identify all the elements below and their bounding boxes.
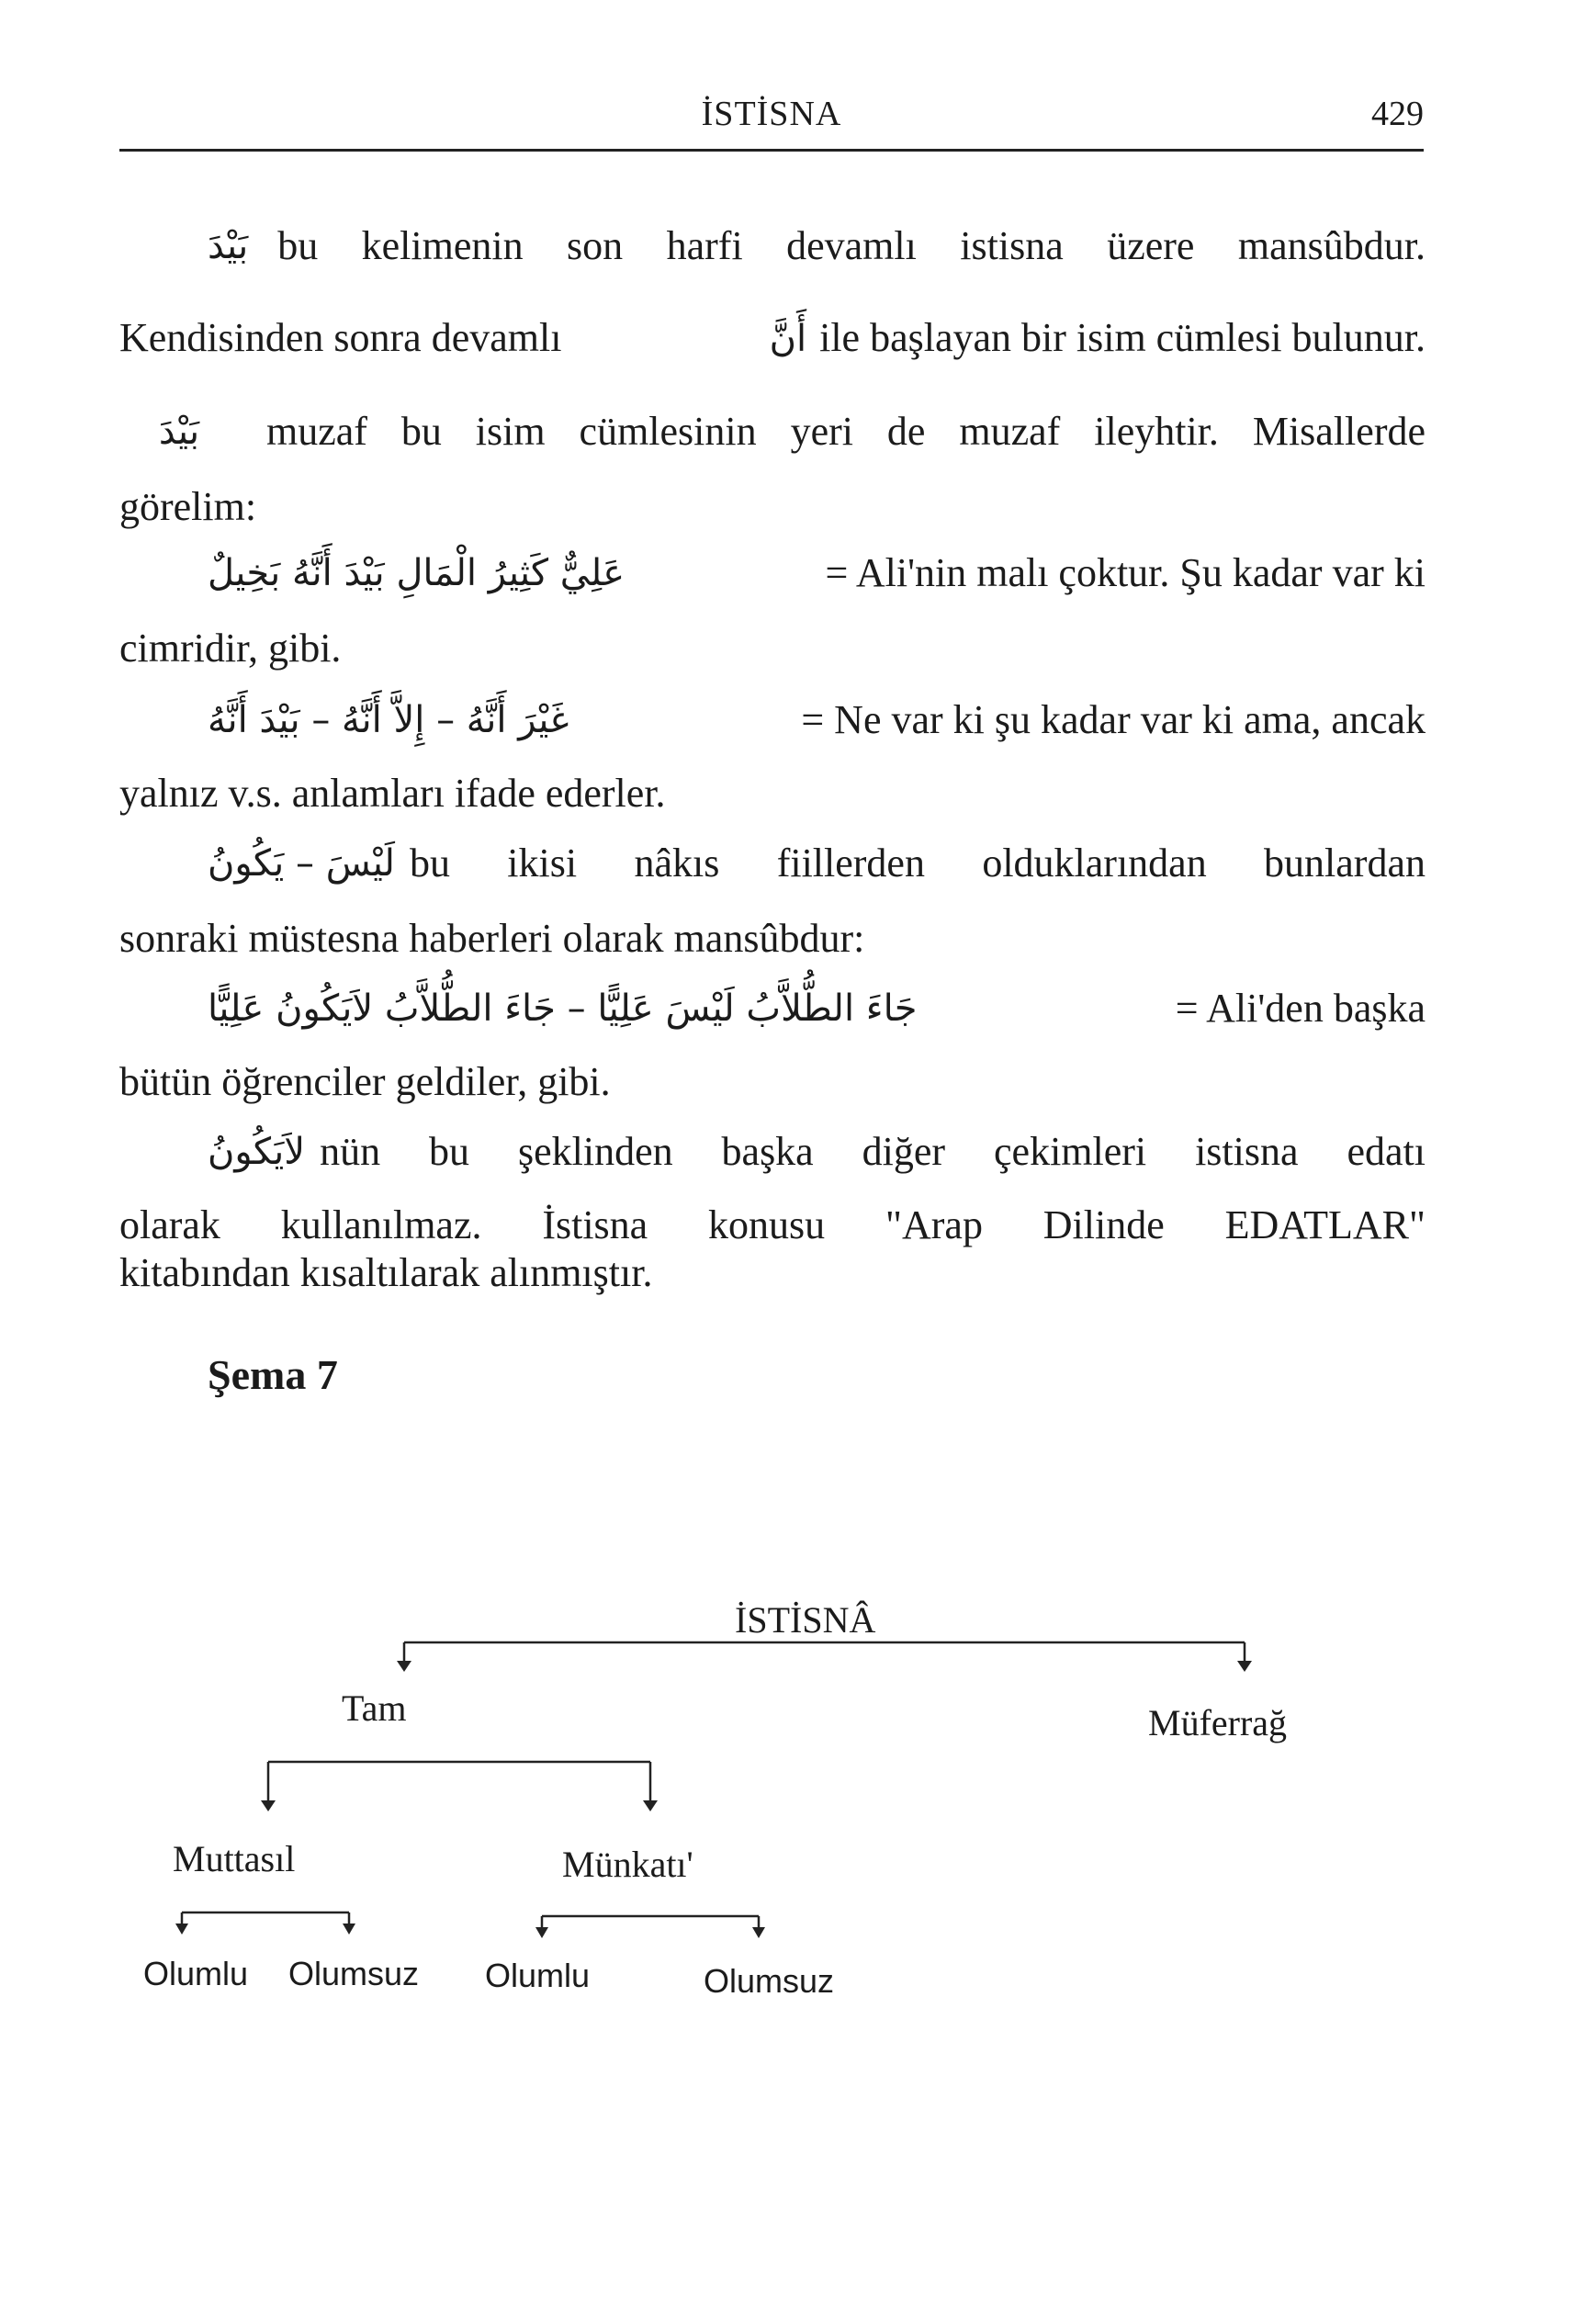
arabic-leyse-yekunu: لَيْسَ – يَكُونُ xyxy=(208,842,395,885)
arrowhead-munkati-right xyxy=(752,1927,765,1938)
example-1-text: = Ali'nin malı çoktur. Şu kadar var ki xyxy=(825,550,1426,595)
example-2-arabic: غَيْرَ أَنَّهُ – إِلاَّ أَنَّهُ – بَيْدَ أَنَّهُ xyxy=(208,699,569,741)
arabic-word-beyde: بَيْدَ xyxy=(208,225,249,267)
paragraph-5-text: nün bu şeklinden başka diğer çekimleri istisna edatı xyxy=(320,1129,1426,1174)
node-olumlu-2: Olumlu xyxy=(485,1957,591,1994)
arrowhead-muttasil-left xyxy=(175,1924,188,1935)
example-2-cont: yalnız v.s. anlamları ifade ederler. xyxy=(119,771,666,816)
example-1-arabic: عَلِيٌّ كَثِيرُ الْمَالِ بَيْدَ أَنَّهُ بَخِيلٌ xyxy=(208,552,625,594)
paragraph-1-text: bu kelimenin son harfi devamlı istisna üzere mansûbdur. xyxy=(277,223,1426,268)
paragraph-5-line-2: olarak kullanılmaz. İstisna konusu "Arap Dilinde EDATLAR" xyxy=(119,1202,1426,1247)
node-olumsuz-1: Olumsuz xyxy=(288,1955,420,1992)
arrowhead-root-left xyxy=(397,1661,411,1672)
node-olumsuz-2: Olumsuz xyxy=(704,1962,835,2000)
arrowhead-munkati-left xyxy=(535,1927,548,1938)
node-muttasil: Muttasıl xyxy=(173,1838,296,1879)
arrowhead-tam-left xyxy=(261,1800,276,1811)
node-tam: Tam xyxy=(342,1687,407,1729)
node-munkati: Münkatı' xyxy=(562,1844,693,1885)
example-3-arabic: جَاءَ الطُّلاَّبُ لَيْسَ عَلِيًّا – جَاءَ الطُّلاَّبُ لاَيَكُونُ عَلِيًّا xyxy=(208,987,918,1030)
example-3-cont: bütün öğrenciler geldiler, gibi. xyxy=(119,1059,611,1104)
paragraph-3-cont: görelim: xyxy=(119,484,257,529)
node-istisna: İSTİSNÂ xyxy=(735,1599,876,1641)
example-2-text: = Ne var ki şu kadar var ki ama, ancak xyxy=(801,697,1426,742)
arabic-word-beyde-2: بَيْدَ xyxy=(158,411,200,453)
node-olumlu-1: Olumlu xyxy=(143,1955,249,1992)
arrowhead-root-right xyxy=(1237,1661,1252,1672)
arrowhead-tam-right xyxy=(643,1800,658,1811)
arrowhead-muttasil-right xyxy=(343,1924,355,1935)
node-muferrag: Müferrağ xyxy=(1148,1702,1288,1743)
arabic-word-enne: أَنَّ xyxy=(769,318,807,360)
page-number: 429 xyxy=(1371,95,1424,133)
schema-heading: Şema 7 xyxy=(208,1351,338,1398)
paragraph-2-text-a: Kendisinden sonra devamlı xyxy=(119,315,562,360)
paragraph-3-text: muzaf bu isim cümlesinin yeri de muzaf ileyhtir. Misallerde xyxy=(266,409,1426,454)
arabic-la-yekunu: لاَيَكُونُ xyxy=(208,1131,306,1173)
running-title: İSTİSNA xyxy=(701,95,842,133)
paragraph-2-text-b: ile başlayan bir isim cümlesi bulunur. xyxy=(819,315,1426,360)
example-3-text: = Ali'den başka xyxy=(1175,986,1426,1031)
example-1-cont: cimridir, gibi. xyxy=(119,626,342,671)
paragraph-4-text: bu ikisi nâkıs fiillerden olduklarından bunlardan xyxy=(409,840,1426,886)
paragraph-4-cont: sonraki müstesna haberleri olarak mansûbdur: xyxy=(119,916,865,961)
paragraph-5-line-3: kitabından kısaltılarak alınmıştır. xyxy=(119,1250,653,1295)
